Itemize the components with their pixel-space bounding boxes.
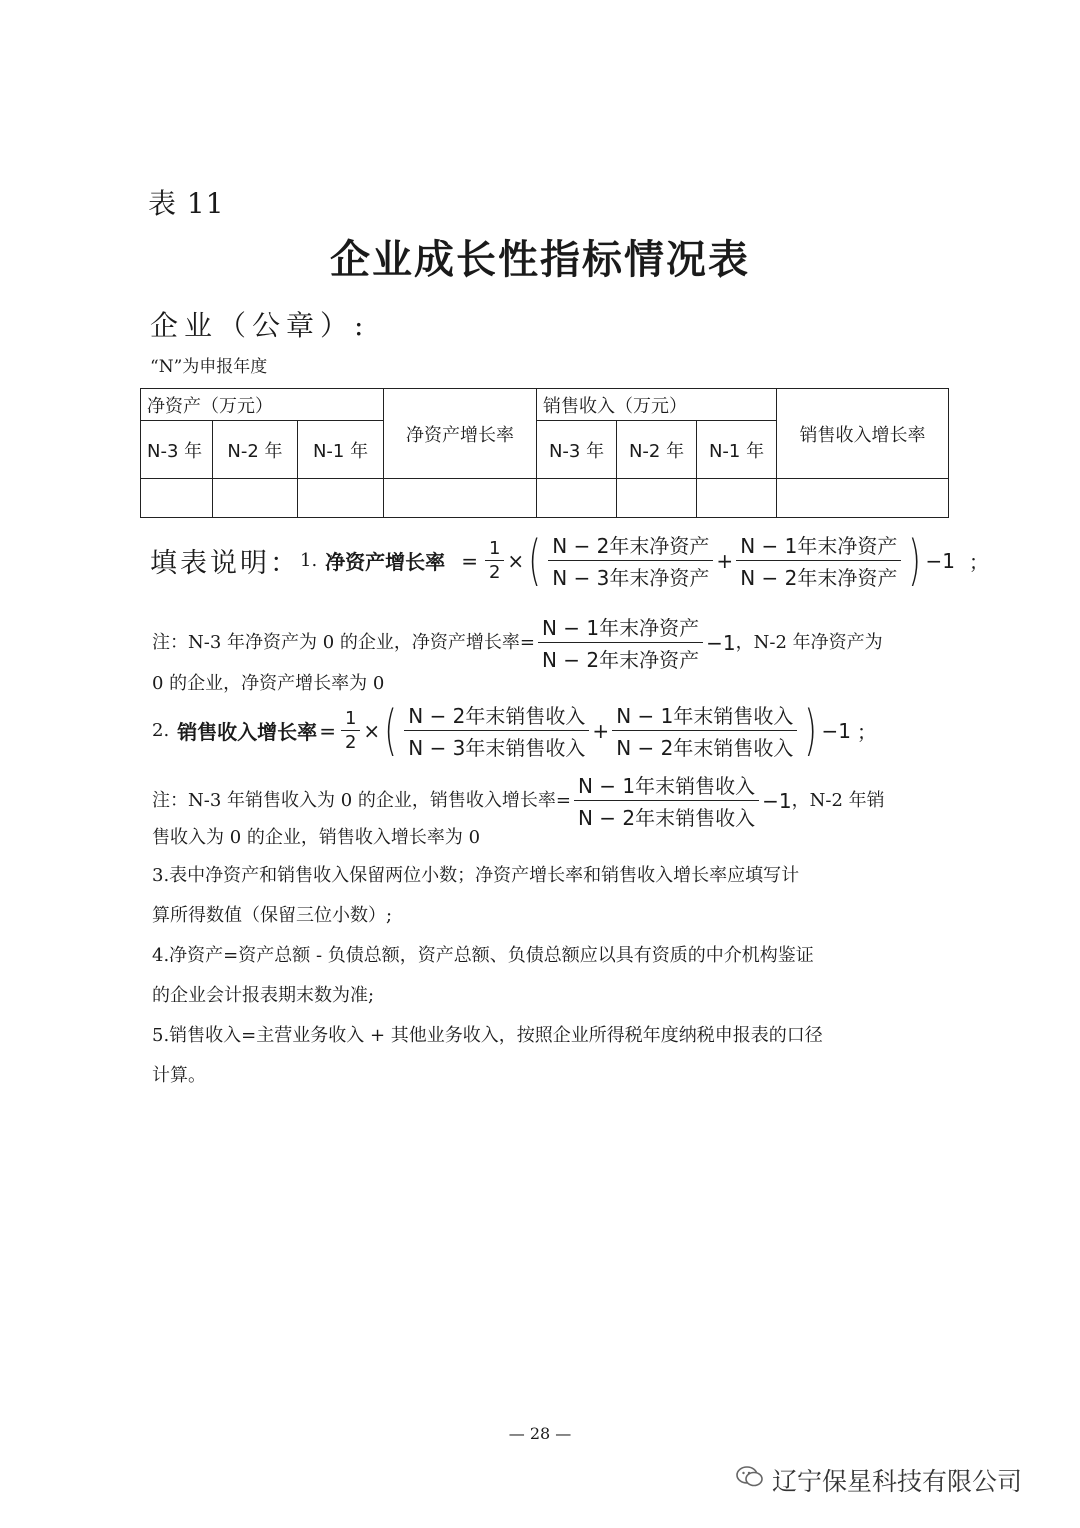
formula-1-row bbox=[150, 530, 989, 591]
page-number: — 28 — bbox=[508, 1424, 572, 1443]
sales-year-n1: N-1 年 bbox=[697, 421, 777, 479]
formula2-equals: = bbox=[319, 718, 336, 743]
net-assets-header: 净资产（万元） bbox=[141, 389, 384, 421]
formula2-right-paren: ) bbox=[804, 698, 818, 762]
net-year-n3: N-3 年 bbox=[141, 421, 213, 479]
input-sales-growth[interactable] bbox=[777, 479, 949, 518]
note2-pre: 注：N-3 年销售收入为 0 的企业，销售收入增长率= bbox=[152, 789, 571, 811]
item3-line1: 3.表中净资产和销售收入保留两位小数；净资产增长率和销售收入增长率应填写计 bbox=[152, 865, 800, 886]
note2-post: ，N-2 年销 bbox=[791, 789, 885, 811]
item3-line2: 算所得数值（保留三位小数）; bbox=[152, 905, 393, 926]
formula2-a-num: N − 2年末销售收入 bbox=[404, 700, 589, 731]
formula1-a-num: N − 2年末净资产 bbox=[548, 530, 713, 561]
formula2-frac-b bbox=[612, 700, 797, 761]
formula1-end: ； bbox=[968, 550, 989, 574]
sales-header: 销售收入（万元） bbox=[537, 389, 777, 421]
note1-pre: 注：N-3 年净资产为 0 的企业，净资产增长率= bbox=[152, 631, 535, 653]
formula1-label: 净资产增长率 bbox=[325, 550, 446, 574]
sales-growth-header: 销售收入增长率 bbox=[777, 389, 949, 479]
formula-2-row bbox=[152, 700, 877, 761]
wechat-icon bbox=[736, 1465, 764, 1495]
item1-number: 1. bbox=[300, 550, 318, 571]
net-year-n1: N-1 年 bbox=[298, 421, 384, 479]
watermark-text: 辽宁保星科技有限公司 bbox=[772, 1467, 1023, 1496]
company-seal-line: 企业（公章）: bbox=[150, 309, 370, 342]
formula2-times: × bbox=[363, 718, 381, 743]
formula2-a-den: N − 3年末销售收入 bbox=[408, 736, 586, 760]
note1-line2: 0 的企业，净资产增长率为 0 bbox=[152, 673, 385, 694]
note1-post: ，N-2 年净资产为 bbox=[735, 631, 883, 653]
input-net-n2[interactable] bbox=[213, 479, 298, 518]
formula1-frac-a bbox=[548, 530, 713, 591]
instructions-heading: 填表说明： bbox=[150, 548, 300, 579]
formula1-b-num: N − 1年末净资产 bbox=[736, 530, 901, 561]
input-net-n3[interactable] bbox=[141, 479, 213, 518]
formula1-equals: = bbox=[461, 548, 478, 573]
wechat-watermark bbox=[736, 1462, 1022, 1498]
formula2-half bbox=[341, 708, 360, 753]
note2-formula bbox=[571, 770, 792, 831]
sales-year-n2: N-2 年 bbox=[617, 421, 697, 479]
formula1-half-den: 2 bbox=[488, 562, 501, 583]
sales-growth-formula bbox=[177, 700, 877, 761]
note2-frac bbox=[574, 770, 759, 831]
item4-line2: 的企业会计报表期末数为准; bbox=[152, 985, 375, 1006]
formula1-plus: + bbox=[716, 548, 734, 573]
formula1-left-paren: ( bbox=[528, 528, 542, 592]
formula1-minus-one: −1 bbox=[925, 548, 955, 573]
table-label: 表 11 bbox=[148, 187, 225, 220]
net-assets-growth-header: 净资产增长率 bbox=[384, 389, 537, 479]
note2-line2: 售收入为 0 的企业，销售收入增长率为 0 bbox=[152, 827, 481, 848]
formula2-end: ； bbox=[856, 720, 877, 744]
item5-line1: 5.销售收入=主营业务收入 + 其他业务收入，按照企业所得税年度纳税申报表的口径 bbox=[152, 1025, 823, 1046]
formula1-frac-b bbox=[736, 530, 901, 591]
formula2-b-den: N − 2年末销售收入 bbox=[616, 736, 794, 760]
formula2-half-num: 1 bbox=[341, 708, 360, 731]
formula1-half-num: 1 bbox=[485, 538, 504, 561]
formula2-minus-one: −1 bbox=[821, 718, 851, 743]
n-year-note: “N”为申报年度 bbox=[150, 357, 268, 377]
page-title: 企业成长性指标情况表 bbox=[330, 237, 750, 283]
note1-formula bbox=[535, 612, 736, 673]
net-assets-growth-formula bbox=[325, 530, 989, 591]
formula1-a-den: N − 3年末净资产 bbox=[552, 566, 710, 590]
input-sales-n3[interactable] bbox=[537, 479, 617, 518]
formula1-right-paren: ) bbox=[908, 528, 922, 592]
note2-num: N − 1年末销售收入 bbox=[574, 770, 759, 801]
sales-year-n3: N-3 年 bbox=[537, 421, 617, 479]
formula2-left-paren: ( bbox=[384, 698, 398, 762]
growth-indicator-table bbox=[140, 388, 949, 518]
formula1-times: × bbox=[507, 548, 525, 573]
input-net-growth[interactable] bbox=[384, 479, 537, 518]
item2-number: 2. bbox=[152, 720, 170, 741]
note1-frac bbox=[538, 612, 703, 673]
formula2-frac-a bbox=[404, 700, 589, 761]
formula1-half bbox=[485, 538, 504, 583]
formula2-b-num: N − 1年末销售收入 bbox=[612, 700, 797, 731]
net-year-n2: N-2 年 bbox=[213, 421, 298, 479]
input-sales-n1[interactable] bbox=[697, 479, 777, 518]
formula1-b-den: N − 2年末净资产 bbox=[740, 566, 898, 590]
note1-den: N − 2年末净资产 bbox=[541, 648, 700, 672]
item4-line1: 4.净资产=资产总额 - 负债总额，资产总额、负债总额应以具有资质的中介机构鉴证 bbox=[152, 945, 814, 966]
formula2-half-den: 2 bbox=[344, 732, 357, 753]
input-net-n1[interactable] bbox=[298, 479, 384, 518]
note1-minus-one: −1 bbox=[706, 630, 736, 655]
formula2-plus: + bbox=[592, 718, 610, 743]
input-sales-n2[interactable] bbox=[617, 479, 697, 518]
note2-minus-one: −1 bbox=[762, 788, 792, 813]
note1-num: N − 1年末净资产 bbox=[538, 612, 703, 643]
note2-den: N − 2年末销售收入 bbox=[577, 806, 756, 830]
formula2-label: 销售收入增长率 bbox=[177, 720, 318, 744]
item5-line2: 计算。 bbox=[152, 1065, 206, 1086]
